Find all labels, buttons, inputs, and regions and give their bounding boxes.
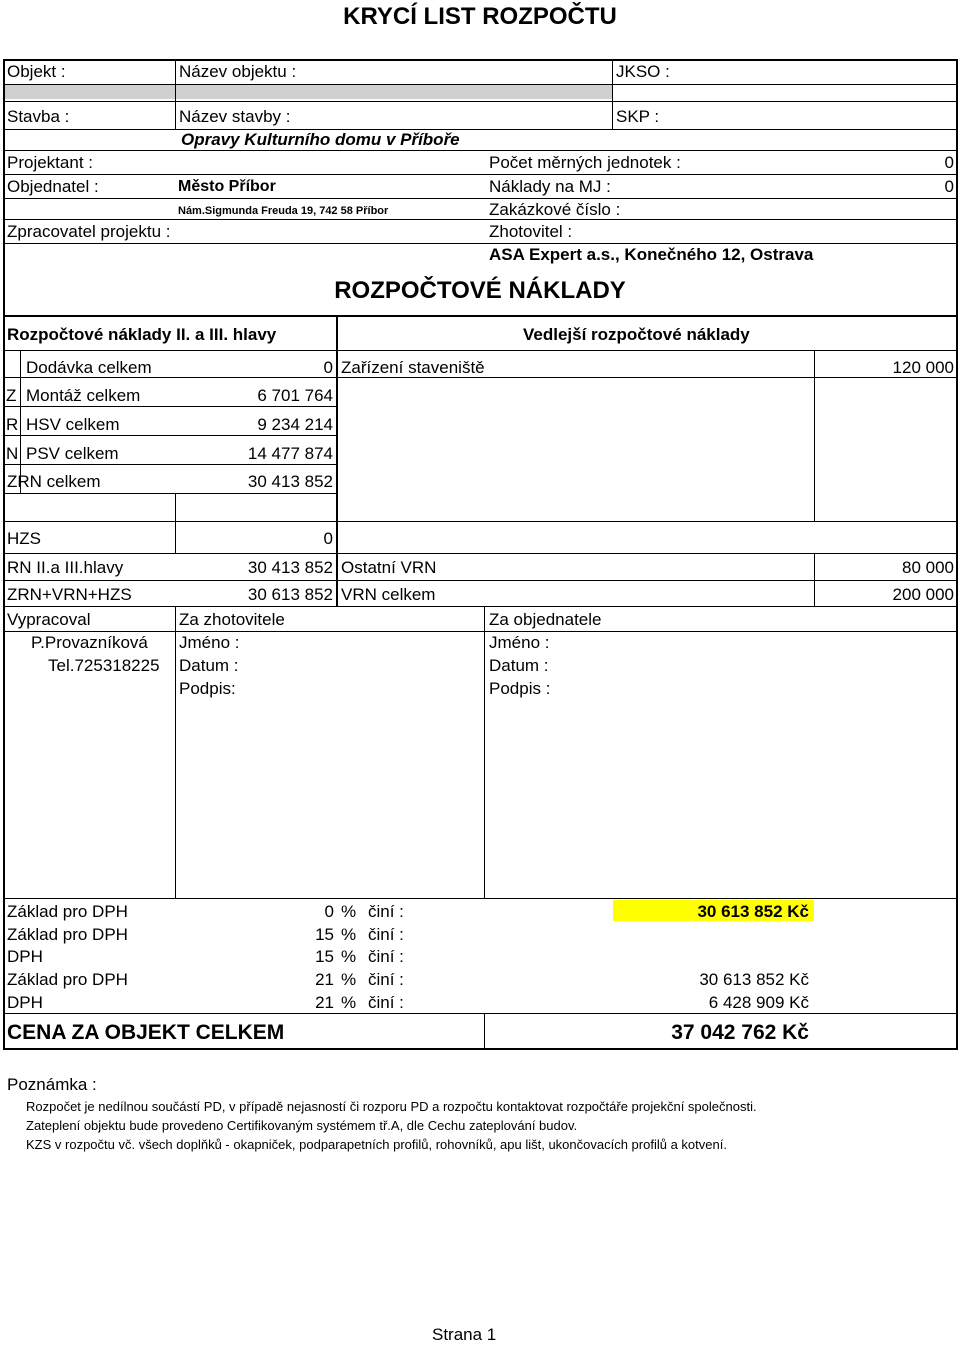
zrn-value: 30 413 852 <box>247 472 333 491</box>
nazev-stavby-label: Název stavby : <box>179 107 291 126</box>
right-costs-heading: Vedlejší rozpočtové náklady <box>523 325 750 344</box>
ostatni-value: 80 000 <box>902 558 954 577</box>
objekt-label: Objekt : <box>7 62 66 81</box>
vat-row-cini: činí : <box>368 925 404 944</box>
hsv-label: HSV celkem <box>26 415 120 434</box>
zakazkove-cislo-label: Zakázkové číslo : <box>489 200 621 219</box>
vat-row-pct: % <box>341 993 357 1012</box>
vat-row-label: DPH <box>7 947 43 966</box>
pocet-mj-label: Počet měrných jednotek : <box>489 153 681 172</box>
rn-label: RN II.a III.hlavy <box>7 558 124 577</box>
objednatel-podpis-label: Podpis : <box>489 679 551 698</box>
note-line: Zateplení objektu bude provedeno Certifikovaným systémem tř.A, dle Cechu zateplování budov. <box>26 1118 578 1133</box>
vat-row-rate: 21 <box>315 970 334 989</box>
hzs-label: HZS <box>7 529 41 548</box>
note-line: KZS v rozpočtu vč. všech doplňků - okapniček, podparapetních profilů, rohovníků, apu lišt, ukončovacích profilů a kotvení. <box>26 1137 727 1152</box>
vat-row-rate: 0 <box>324 902 334 921</box>
vat-row-cini: činí : <box>368 947 404 966</box>
projektant-label: Projektant : <box>7 153 93 172</box>
vat-row-pct: % <box>341 925 357 944</box>
zrn-letter-z: Z <box>6 386 17 405</box>
hsv-value: 9 234 214 <box>257 415 333 434</box>
rn-value: 30 413 852 <box>247 558 333 577</box>
vat-row-cini: činí : <box>368 993 404 1012</box>
vat-row-rate: 15 <box>315 925 334 944</box>
zrn-letter-r: R <box>6 415 19 434</box>
notes-label: Poznámka : <box>7 1075 97 1094</box>
objednatel-label: Objednatel : <box>7 177 99 196</box>
vat-row-amount: 6 428 909 Kč <box>708 993 809 1012</box>
zhotovitel-heading: Za zhotovitele <box>179 610 285 629</box>
grand-total-label: CENA ZA OBJEKT CELKEM <box>7 1021 285 1044</box>
zrn-label: ZRN celkem <box>7 472 101 491</box>
ostatni-label: Ostatní VRN <box>341 558 437 577</box>
vat-row-rate: 21 <box>315 993 334 1012</box>
vrn-label: VRN celkem <box>341 585 436 604</box>
jkso-label: JKSO : <box>616 62 670 81</box>
zhotovitel-label: Zhotovitel : <box>489 222 573 241</box>
vat-row-amount: 30 613 852 Kč <box>699 970 809 989</box>
page-title: KRYCÍ LIST ROZPOČTU <box>343 3 617 30</box>
nazev-stavby-value: Opravy Kulturního domu v Příboře <box>181 130 460 149</box>
objednatel-jmeno-label: Jméno : <box>489 633 550 652</box>
vat-row-label: Základ pro DPH <box>7 902 128 921</box>
left-costs-heading: Rozpočtové náklady II. a III. hlavy <box>7 325 277 344</box>
vat-row-label: Základ pro DPH <box>7 925 128 944</box>
nazev-objektu-label: Název objektu : <box>179 62 297 81</box>
psv-value: 14 477 874 <box>247 444 333 463</box>
total-value: 30 613 852 <box>247 585 333 604</box>
vat-row-label: DPH <box>7 993 43 1012</box>
zhotovitel-datum-label: Datum : <box>179 656 239 675</box>
zpracovatel-label: Zpracovatel projektu : <box>7 222 171 241</box>
pocet-mj-value: 0 <box>944 153 954 172</box>
costs-heading: ROZPOČTOVÉ NÁKLADY <box>334 277 626 304</box>
montaz-label: Montáž celkem <box>26 386 141 405</box>
page-number: Strana 1 <box>432 1325 497 1344</box>
vat-row-pct: % <box>341 902 357 921</box>
naklady-mj-label: Náklady na MJ : <box>489 177 611 196</box>
shade-bar <box>4 84 612 99</box>
dodavka-value: 0 <box>323 358 333 377</box>
stavba-label: Stavba : <box>7 107 70 126</box>
objednatel-value: Město Příbor <box>178 178 276 195</box>
zarizeni-value: 120 000 <box>892 358 954 377</box>
naklady-mj-value: 0 <box>944 177 954 196</box>
vat-row-pct: % <box>341 970 357 989</box>
vat-row-pct: % <box>341 947 357 966</box>
vypracoval-tel: Tel.725318225 <box>48 656 160 675</box>
zhotovitel-value: ASA Expert a.s., Konečného 12, Ostrava <box>489 245 814 264</box>
vrn-value: 200 000 <box>892 585 954 604</box>
zrn-letter-n: N <box>6 444 19 463</box>
montaz-value: 6 701 764 <box>257 386 333 405</box>
total-label: ZRN+VRN+HZS <box>7 585 132 604</box>
vat-row-amount: 30 613 852 Kč <box>697 902 809 921</box>
objednatel-address: Nám.Sigmunda Freuda 19, 742 58 Příbor <box>178 205 389 217</box>
zarizeni-label: Zařízení staveniště <box>341 358 485 377</box>
note-line: Rozpočet je nedílnou součástí PD, v případě nejasností či rozporu PD a rozpočtu kontaktovat rozpočtáře projekční společnosti. <box>26 1099 757 1114</box>
grand-total-value: 37 042 762 Kč <box>671 1021 809 1044</box>
zhotovitel-jmeno-label: Jméno : <box>179 633 240 652</box>
vat-row-cini: činí : <box>368 970 404 989</box>
objednatel-datum-label: Datum : <box>489 656 549 675</box>
vat-row-label: Základ pro DPH <box>7 970 128 989</box>
zhotovitel-podpis-label: Podpis: <box>179 679 236 698</box>
objednatel-heading: Za objednatele <box>489 610 602 629</box>
vat-row-cini: činí : <box>368 902 404 921</box>
skp-label: SKP : <box>616 107 660 126</box>
vypracoval-label: Vypracoval <box>7 610 91 629</box>
vat-row-rate: 15 <box>315 947 334 966</box>
psv-label: PSV celkem <box>26 444 119 463</box>
vypracoval-name: P.Provazníková <box>31 633 148 652</box>
hzs-value: 0 <box>323 529 333 548</box>
dodavka-label: Dodávka celkem <box>26 358 152 377</box>
